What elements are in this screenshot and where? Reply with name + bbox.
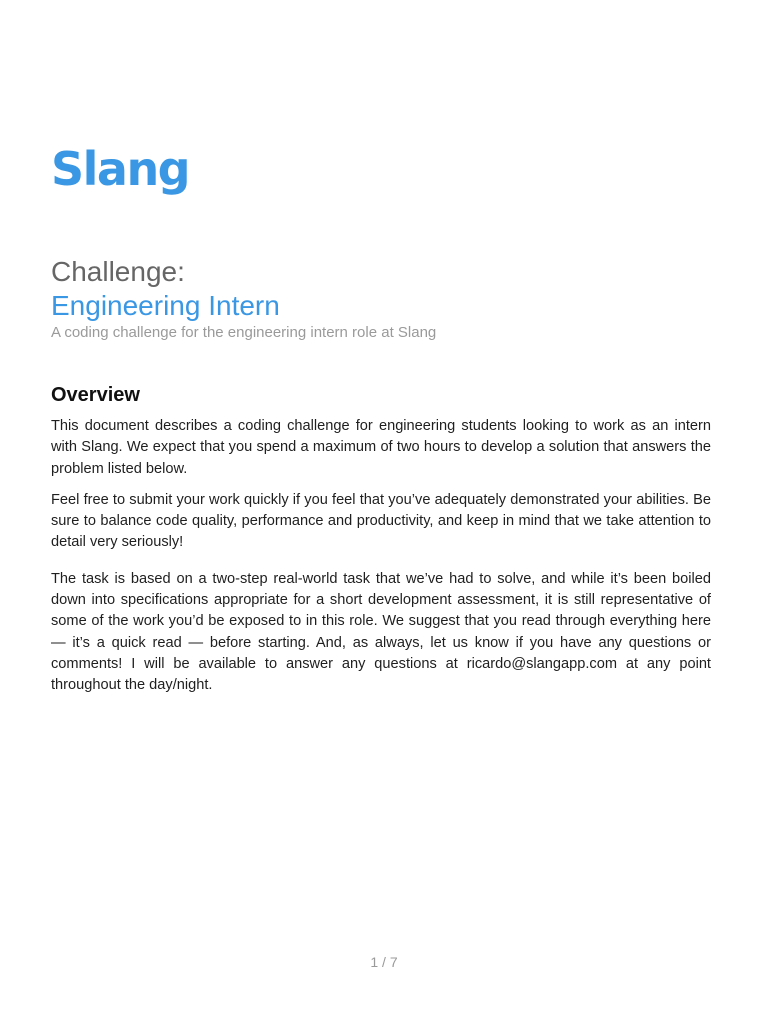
title-block bbox=[51, 256, 711, 343]
overview-paragraph-1: This document describes a coding challenge for engineering students looking to work as an intern with Slang. We expect that you spend a maximum of two hours to develop a solution that answers the problem listed below. bbox=[51, 418, 711, 477]
slang-logo: Slang bbox=[51, 142, 190, 196]
subtitle: A coding challenge for the engineering intern role at Slang bbox=[51, 324, 437, 341]
overview-paragraph-2: Feel free to submit your work quickly if you feel that you’ve adequately demonstrated your abilities. Be sure to balance code quality, performance and productivity, and keep in mind that we take attention to detail very seriously! bbox=[51, 491, 711, 551]
overview-heading: Overview bbox=[51, 384, 140, 406]
challenge-label: Challenge: bbox=[51, 256, 185, 287]
role-title: Engineering Intern bbox=[51, 290, 280, 321]
overview-paragraph-3: The task is based on a two-step real-world task that we’ve had to solve, and while it’s been boiled down into specifications appropriate for a short development assessment, it is still representative of some of the work you’d be exposed to in this role. We suggest that you read through everything here — it’s a quick read — before starting. And, as always, let us know if you have any questions or comments! I will be available to answer any questions at ricardo@slangapp.com at any point throughout the day/night. bbox=[51, 570, 711, 694]
page-number: 1 / 7 bbox=[370, 954, 398, 970]
overview-section bbox=[51, 383, 711, 697]
